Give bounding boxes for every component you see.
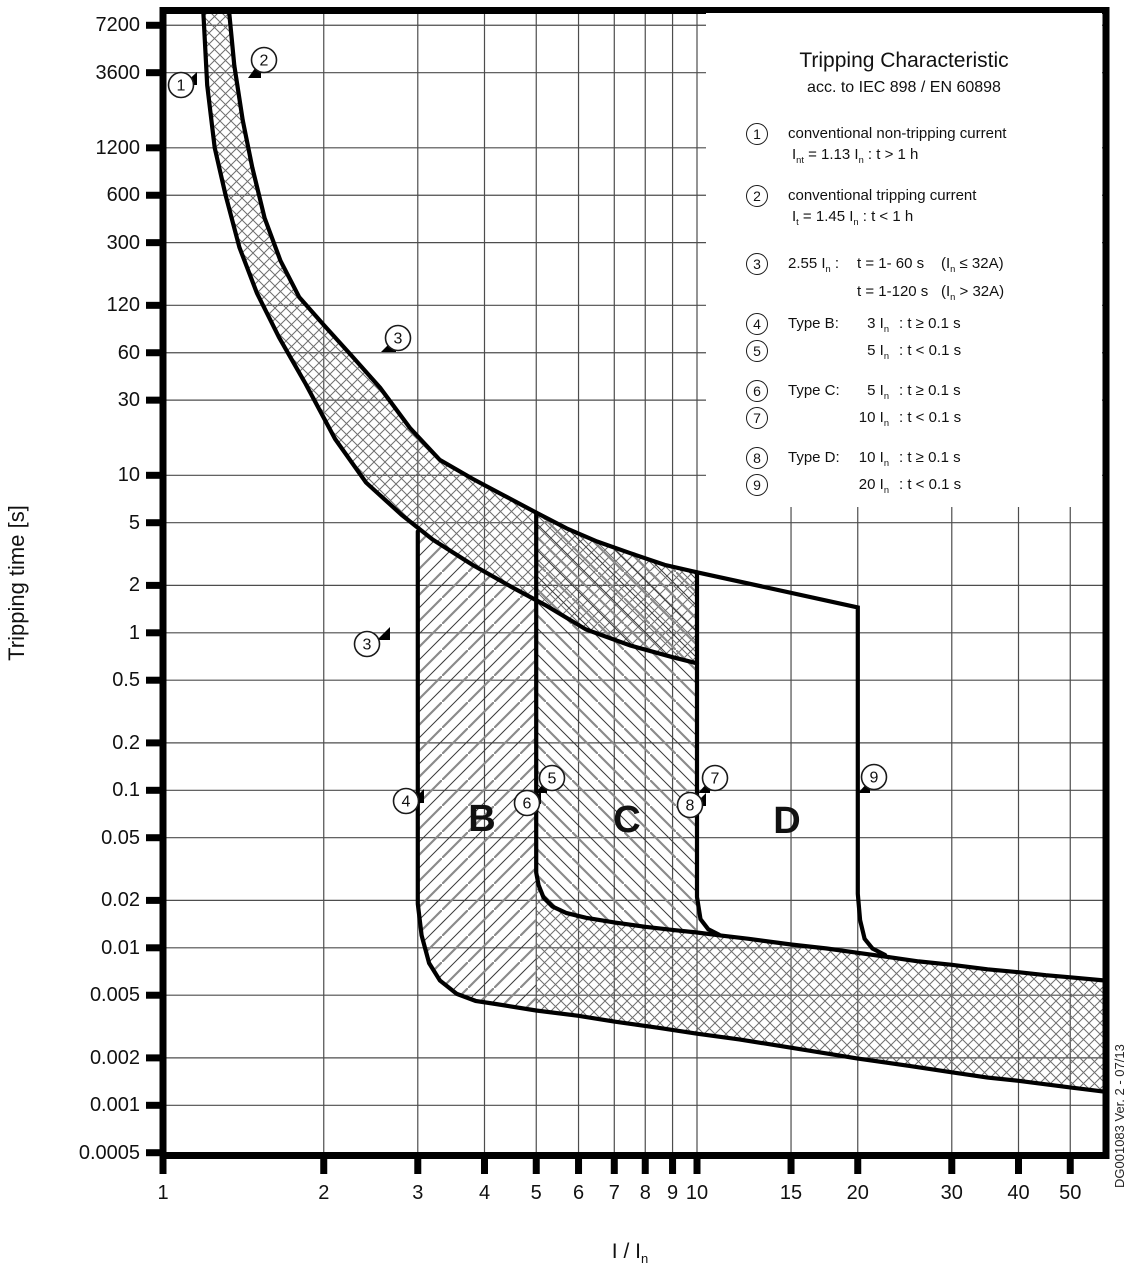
x-tick-40 — [1015, 1159, 1022, 1174]
y-tick-0.02 — [146, 897, 163, 904]
marker-number-7: 7 — [710, 770, 720, 788]
curve-typeD-10In — [697, 572, 719, 935]
marker-wedge-3 — [377, 627, 390, 640]
x-tick-10 — [694, 1159, 701, 1174]
y-tick-label-1: 1 — [128, 621, 140, 644]
y-tick-label-300: 300 — [106, 231, 140, 254]
x-tick-label-4: 4 — [478, 1182, 491, 1204]
marker-number-8: 8 — [685, 797, 695, 815]
marker-number-1: 1 — [176, 77, 186, 95]
x-tick-label-9: 9 — [667, 1182, 679, 1204]
y-tick-7200 — [146, 22, 163, 29]
legend-item-1-0-formula: $I_{nt} = 1.13$ $I_n$ : t > 1 h — [792, 146, 919, 165]
legend-item-7-6-qty: 10 $I_n$ — [858, 409, 889, 428]
x-tick-3 — [414, 1159, 421, 1174]
legend-circle-3: 3 — [746, 253, 768, 275]
legend-item-4-3-label: Type B: — [788, 315, 839, 332]
legend-circle-7: 7 — [746, 407, 768, 429]
y-tick-label-600: 600 — [106, 184, 140, 207]
y-tick-label-0.2: 0.2 — [112, 731, 140, 754]
y-tick-600 — [146, 192, 163, 199]
legend-circle-5: 5 — [746, 340, 768, 362]
y-tick-30 — [146, 397, 163, 404]
legend-item-6-5-label: Type C: — [788, 382, 840, 399]
region-label-B: B — [468, 798, 496, 840]
x-tick-label-1: 1 — [157, 1182, 169, 1204]
region-label-C: C — [613, 799, 641, 841]
y-tick-label-10: 10 — [117, 464, 140, 487]
x-tick-label-15: 15 — [779, 1182, 803, 1204]
x-tick-6 — [575, 1159, 582, 1174]
y-tick-0.2 — [146, 739, 163, 746]
legend-item-9-8-qty: 20 $I_n$ — [858, 476, 889, 495]
legend-item-3-2-label: 2.55 $I_n$ : — [788, 255, 840, 274]
legend-circle-4: 4 — [746, 313, 768, 335]
y-tick-label-5: 5 — [128, 511, 140, 534]
legend-item-1-0-text: conventional non-tripping current — [788, 125, 1007, 142]
legend-item-3-2-cond1: $(I_n \le 32A)$ — [941, 255, 1004, 274]
x-tick-label-3: 3 — [412, 1182, 424, 1204]
y-tick-0.5 — [146, 677, 163, 684]
legend-circle-8: 8 — [746, 447, 768, 469]
x-tick-label-6: 6 — [572, 1182, 585, 1204]
legend-circle-6: 6 — [746, 380, 768, 402]
marker-number-4: 4 — [401, 793, 411, 811]
legend-subtitle: acc. to IEC 898 / EN 60898 — [807, 79, 1001, 96]
y-tick-0.05 — [146, 834, 163, 841]
y-tick-label-0.1: 0.1 — [112, 779, 140, 802]
region-label-D: D — [773, 800, 801, 842]
legend-item-3-2-range1: t = 1- 60 s — [857, 255, 925, 272]
legend — [706, 13, 1102, 507]
x-tick-label-20: 20 — [846, 1182, 869, 1204]
x-tick-5 — [533, 1159, 540, 1174]
y-tick-label-7200: 7200 — [95, 14, 140, 37]
legend-item-3-2-cond2: $(I_n > 32A)$ — [941, 283, 1005, 302]
y-tick-label-0.02: 0.02 — [101, 889, 140, 912]
y-tick-0.005 — [146, 992, 163, 999]
x-tick-label-7: 7 — [608, 1182, 620, 1204]
y-tick-label-0.05: 0.05 — [101, 826, 140, 849]
legend-title: Tripping Characteristic — [799, 49, 1009, 72]
x-tick-4 — [481, 1159, 488, 1174]
y-tick-3600 — [146, 69, 163, 76]
y-tick-label-3600: 3600 — [95, 61, 140, 84]
y-tick-120 — [146, 302, 163, 309]
y-tick-label-0.002: 0.002 — [89, 1046, 140, 1069]
y-tick-label-1200: 1200 — [95, 136, 140, 159]
legend-item-4-3-cond: : t ≥ 0.1 s — [899, 315, 961, 332]
y-tick-label-0.5: 0.5 — [112, 669, 140, 692]
y-tick-label-60: 60 — [117, 341, 140, 364]
legend-item-8-7-label: Type D: — [788, 449, 840, 466]
x-tick-7 — [611, 1159, 618, 1174]
legend-item-9-8-cond: : t < 0.1 s — [899, 476, 962, 493]
x-tick-label-50: 50 — [1059, 1182, 1082, 1204]
y-tick-1200 — [146, 144, 163, 151]
legend-item-6-5-qty: 5 $I_n$ — [867, 382, 889, 401]
y-tick-label-120: 120 — [106, 294, 140, 317]
x-tick-30 — [948, 1159, 955, 1174]
y-tick-label-0.001: 0.001 — [89, 1094, 140, 1117]
x-tick-50 — [1067, 1159, 1074, 1174]
y-tick-1 — [146, 629, 163, 636]
y-tick-0.01 — [146, 944, 163, 951]
y-tick-2 — [146, 582, 163, 589]
y-tick-label-0.005: 0.005 — [89, 984, 140, 1007]
legend-item-6-5-cond: : t ≥ 0.1 s — [899, 382, 961, 399]
legend-item-8-7-cond: : t ≥ 0.1 s — [899, 449, 961, 466]
legend-item-2-1-text: conventional tripping current — [788, 187, 977, 204]
legend-item-8-7-qty: 10 $I_n$ — [858, 449, 889, 468]
marker-number-9: 9 — [869, 769, 879, 787]
y-tick-5 — [146, 519, 163, 526]
x-tick-1 — [160, 1159, 167, 1174]
marker-number-6: 6 — [522, 795, 532, 813]
y-tick-label-2: 2 — [128, 574, 140, 597]
type-c-region — [536, 513, 697, 933]
x-tick-label-2: 2 — [318, 1182, 330, 1204]
legend-circle-2: 2 — [746, 185, 768, 207]
y-tick-0.002 — [146, 1054, 163, 1061]
x-tick-label-40: 40 — [1007, 1182, 1030, 1204]
x-tick-label-30: 30 — [940, 1182, 963, 1204]
legend-circle-1: 1 — [746, 123, 768, 145]
marker-number-3: 3 — [393, 330, 403, 348]
y-tick-label-0.0005: 0.0005 — [78, 1141, 140, 1164]
legend-item-7-6-cond: : t < 0.1 s — [899, 409, 962, 426]
document-id-watermark: DG001083 Ver. 2 - 07/13 — [1112, 1044, 1127, 1188]
legend-item-5-4-cond: : t < 0.1 s — [899, 342, 962, 359]
x-axis-title: I / $I_n$ — [611, 1240, 649, 1267]
y-tick-300 — [146, 239, 163, 246]
x-tick-label-10: 10 — [685, 1182, 709, 1204]
type-b-region — [418, 532, 536, 1011]
x-tick-20 — [854, 1159, 861, 1174]
x-tick-label-8: 8 — [639, 1182, 651, 1204]
legend-circle-9: 9 — [746, 474, 768, 496]
marker-number-2: 2 — [259, 52, 269, 70]
marker-number-5: 5 — [547, 770, 557, 788]
legend-item-5-4-qty: 5 $I_n$ — [867, 342, 889, 361]
y-tick-label-30: 30 — [117, 389, 140, 412]
y-tick-0.1 — [146, 787, 163, 794]
x-tick-8 — [642, 1159, 649, 1174]
legend-item-4-3-qty: 3 $I_n$ — [867, 315, 889, 334]
y-axis-title: Tripping time [s] — [4, 505, 29, 661]
legend-item-3-2-range2: t = 1-120 s — [857, 283, 929, 300]
x-tick-2 — [320, 1159, 327, 1174]
x-tick-15 — [788, 1159, 795, 1174]
y-tick-60 — [146, 349, 163, 356]
y-tick-0.0005 — [146, 1149, 163, 1156]
x-tick-label-5: 5 — [530, 1182, 542, 1204]
y-tick-label-0.01: 0.01 — [101, 936, 140, 959]
y-tick-10 — [146, 472, 163, 479]
legend-item-2-1-formula: $I_t = 1.45$ $I_n$ : t < 1 h — [792, 208, 914, 227]
y-tick-0.001 — [146, 1102, 163, 1109]
x-tick-9 — [669, 1159, 676, 1174]
marker-number-3: 3 — [362, 636, 372, 654]
